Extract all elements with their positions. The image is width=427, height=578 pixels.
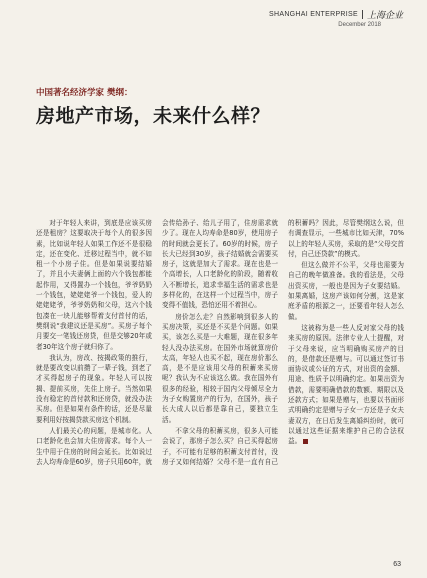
end-mark-icon [303,439,308,444]
paragraph: 但这么做并不公平，父母也需要为自己的晚年做准备。我的看法是，父母出资买房，一般也是因为子女要结婚。如果离婚，这房产该如何分割，这是家庭矛盾的根源之一，还要看年轻人怎么做。 [288,261,404,321]
publication-name: SHANGHAI ENTERPRISE [269,11,358,18]
publication-line [269,8,403,21]
publication-header [269,8,403,28]
paragraph: 我认为，房改、按揭政策的推行，就是要改变以前攒了一辈子钱，到老了才买得起房子的现象。年轻人可以按揭、提前买房，先住上房子。当然如果没有稳定的首付款和还房贷，就没办法买房。但是如果有条件的话，还是尽量要利用好按揭贷款买房这个机制。 [36,353,152,424]
paragraph-text: 这被称为是一些人反对家父母的钱来买房的原因。法律专业人士提醒，对于父母来说，应当明确购买房产的目的，是借款还是赠与。可以通过签订书面协议或公证的方式，对出资的金额、用途、性质予以明确约定。如果出资为借款，需要明确借款的数额、期限以及还款方式；如果是赠与，也要以书面形式明确约定是赠与子女一方还是子女夫妻双方，在日后发生离婚纠纷时，就可以通过这些证据来维护自己的合法权益。 [288,323,404,446]
paragraph: 人们最关心的问题，是城市化。人口老龄化也会加大住房需求。每个人一生中用于住房的时间会延长。比如说过去人均寿命是60岁，房子只用60年，就会传给孙子、给儿子用了，住房需求就少了。现在人均寿命是80岁，使用房子的时间就会更长了。60岁的时候，房子长大已经到30岁，孩子结婚就会需要买房子，这就是加大了需求。现在也是一个高增长，人口老龄化的阶段，随着收入不断增长，追求幸福生活的需求也是多样化的，在这样一个过程当中，房子变得不值钱，恐怕还用不着担心。 [36,219,278,466]
paragraph-last [288,323,404,447]
article-title: 房地产市场，未来什么样？ [36,105,271,127]
paragraph: 对于年轻人来讲，到底是应该买房还是租房？这要取决于每个人的很多因素，比如说年轻人如果工作还不是很稳定，还在变化、迁移过程当中，就不如租一个小房子住。但是如果说要结婚了，并且小夫妻俩上面的六个钱包都能起作用，又得置办一个钱包，爷爷奶奶一个钱包，姥姥姥爷一个钱包，爱人的姥姥姥爷，爷爷奶奶和父母，这六个钱包凑在一块儿能够帮着支付首付的话，樊纲说“我建议还是买房”。买房子每个月要交一笔钱还房贷，但是交够20年或者30年这个房子就归你了。 [36,219,152,351]
publication-logo: 上海企业 [366,11,403,21]
paragraph: 不拿父母的积蓄买房，很多人可能会说了，那房子怎么买？自己买得起房子，不可能有足够的积蓄支付首付，没房子又如何结婚？父母不是一直有自己的积蓄吗？因此，尽管樊纲这么说，但有调查显示，一些城市比如天津，70%以上的年轻人买房，采取的是“父母交首付，自己还贷款”的模式。 [162,219,404,466]
article-body [36,218,404,467]
issue-date: December 2018 [338,22,381,28]
header-divider [362,10,363,19]
paragraph: 房价怎么走？自然影响到很多人的买房决策，买还是不买是个问题。如果买，该怎么买是一大难题，现在很多年轻人没办法买房。在国外市场就算房价太高，年轻人也买不起，现在房价那么高，是不是应该用父母的积蓄来买房呢？我认为不应该这么做。我在国外有很多的经验，相较于国内父母倾尽全力为子女购置房产的行为，在国外，孩子长大成人以后都是靠自己，要独立生活。 [162,312,278,424]
page-number: 63 [393,561,401,568]
article-author: 中国著名经济学家 樊纲： [36,88,133,98]
